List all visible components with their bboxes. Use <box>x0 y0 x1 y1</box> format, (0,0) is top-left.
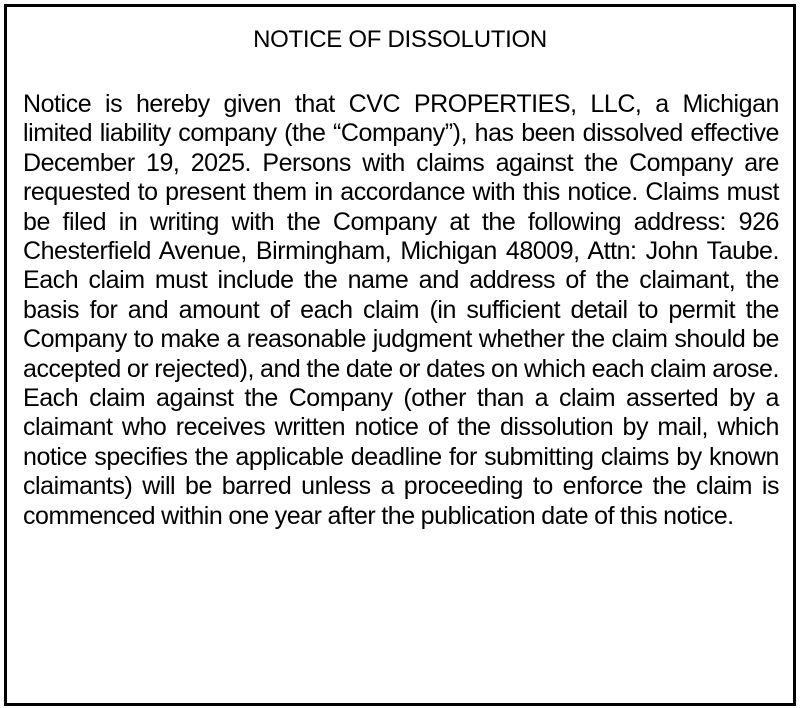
notice-body: Notice is hereby given that CVC PROPERTIES, LLC, a Michigan limited liability company (the “Company”), has been dissolved effective December 19, 2025. Persons with claims against the Company are requested to present them in accordance with this notice. Claims must be filed in writing with the Company at the following address: 926 Chesterfield Avenue, Birmingham, Michigan 48009, Attn: John Taube. Each claim must include the name and address of the claimant, the basis for and amount of each claim (in sufficient detail to permit the Company to make a reasonable judgment whether the claim should be accepted or rejected), and the date or dates on which each claim arose. Each claim against the Company (other than a claim asserted by a claimant who receives written notice of the dissolution by mail, which notice specifies the applicable deadline for submitting claims by known claimants) will be barred unless a proceeding to enforce the claim is commenced within one year after the publication date of this notice. <box>23 90 779 530</box>
notice-box <box>4 4 796 706</box>
notice-title: NOTICE OF DISSOLUTION <box>253 26 547 53</box>
